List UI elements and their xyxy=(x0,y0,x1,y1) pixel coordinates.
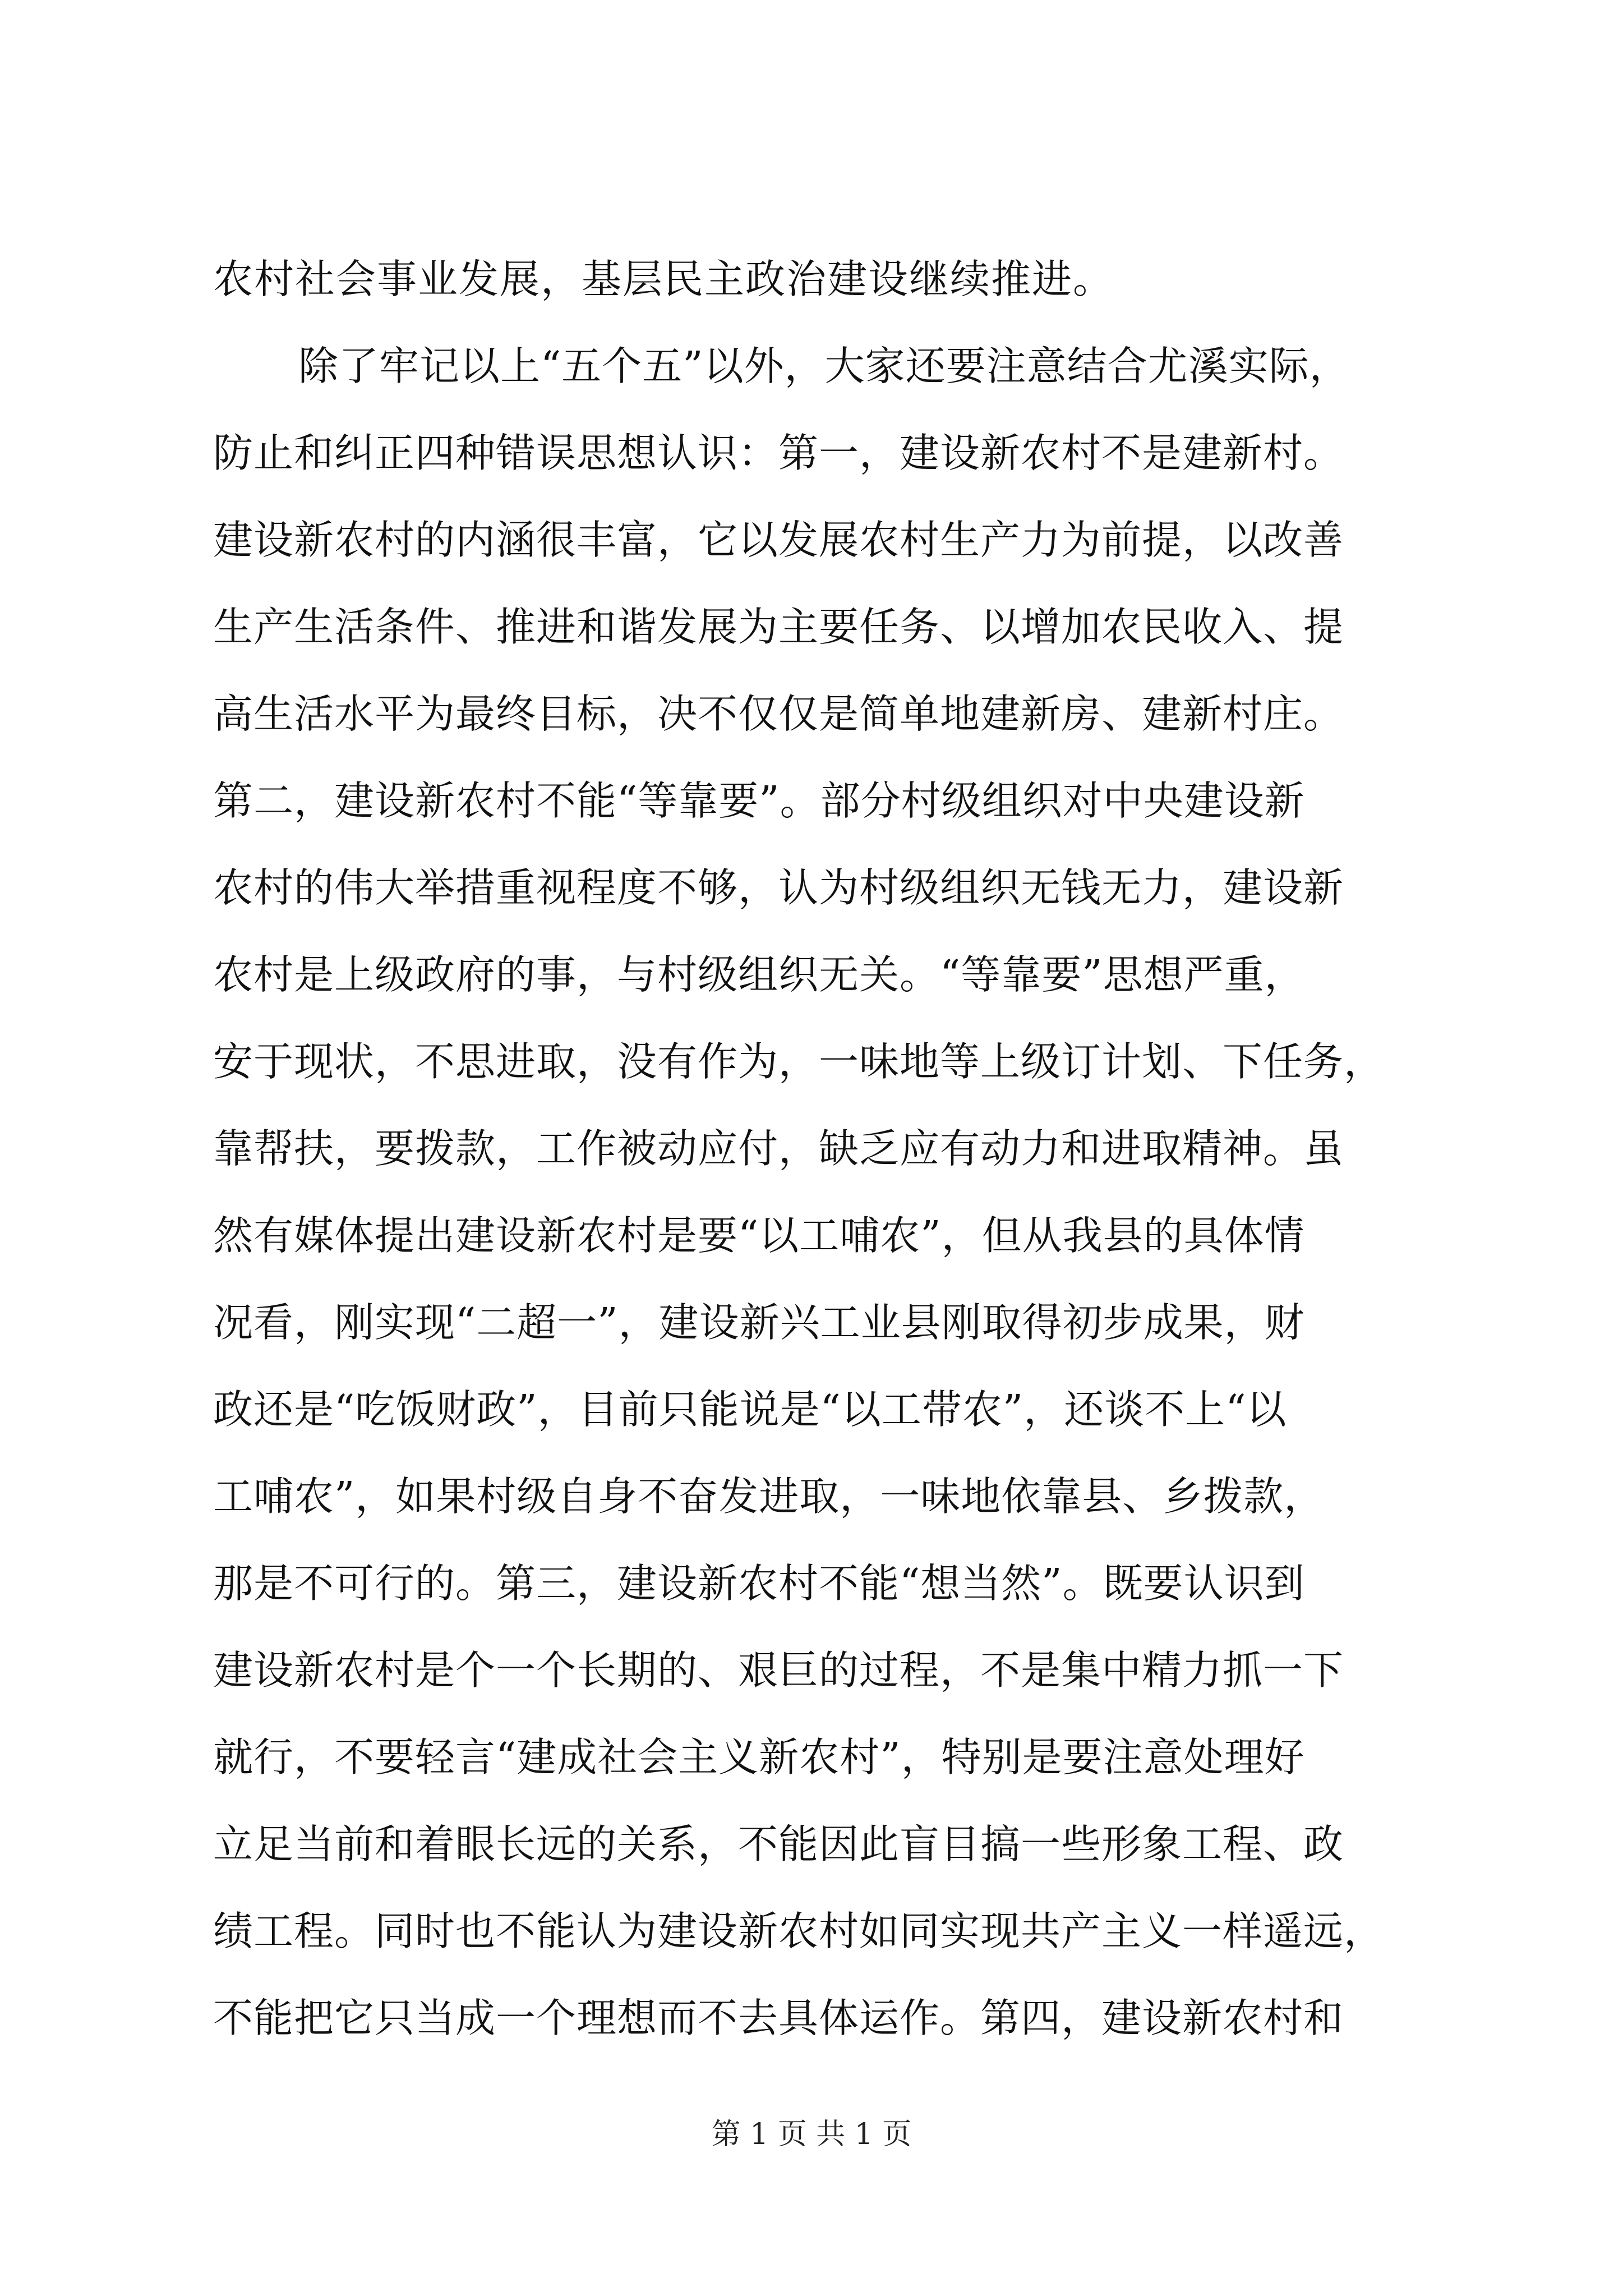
text-line: 安于现状，不思进取，没有作为，一味地等上级订计划、下任务， xyxy=(213,1038,1385,1085)
text-line: 建设新农村是个一个长期的、艰巨的过程，不是集中精力抓一下 xyxy=(213,1647,1344,1694)
text-line: 靠帮扶，要拨款，工作被动应付，缺乏应有动力和进取精神。虽 xyxy=(213,1125,1344,1172)
text-line: 就行，不要轻言“建成社会主义新农村”，特别是要注意处理好 xyxy=(213,1734,1305,1780)
text-line: 生产生活条件、推进和谐发展为主要任务、以增加农民收入、提 xyxy=(213,604,1344,650)
text-line: 工哺农”，如果村级自身不奋发进取，一味地依靠县、乡拨款， xyxy=(213,1473,1325,1520)
text-line: 不能把它只当成一个理想而不去具体运作。第四，建设新农村和 xyxy=(213,1995,1344,2041)
text-line: 农村是上级政府的事，与村级组织无关。“等靠要”思想严重， xyxy=(213,951,1305,998)
page-footer: 第 1 页 共 1 页 xyxy=(711,2118,912,2151)
text-line: 防止和纠正四种错误思想认识：第一，建设新农村不是建新村。 xyxy=(213,430,1344,476)
text-line: 第二，建设新农村不能“等靠要”。部分村级组织对中央建设新 xyxy=(213,777,1305,824)
text-line: 绩工程。同时也不能认为建设新农村如同实现共产主义一样遥远， xyxy=(213,1908,1385,1954)
text-line: 除了牢记以上“五个五”以外，大家还要注意结合尤溪实际， xyxy=(298,343,1350,389)
text-line: 农村的伟大举措重视程度不够，认为村级组织无钱无力，建设新 xyxy=(213,864,1344,911)
text-line: 高生活水平为最终目标，决不仅仅是简单地建新房、建新村庄。 xyxy=(213,691,1344,737)
text-line: 立足当前和着眼长远的关系，不能因此盲目搞一些形象工程、政 xyxy=(213,1821,1344,1867)
document-body xyxy=(213,236,1424,2062)
text-line: 农村社会事业发展，基层民主政治建设继续推进。 xyxy=(213,256,1114,302)
text-line: 然有媒体提出建设新农村是要“以工哺农”，但从我县的具体情 xyxy=(213,1212,1305,1259)
text-line: 政还是“吃饭财政”，目前只能说是“以工带农”，还谈不上“以 xyxy=(213,1386,1287,1433)
text-line: 建设新农村的内涵很丰富，它以发展农村生产力为前提，以改善 xyxy=(213,517,1344,563)
text-line: 那是不可行的。第三，建设新农村不能“想当然”。既要认识到 xyxy=(213,1560,1305,1607)
text-line: 况看，刚实现“二超一”，建设新兴工业县刚取得初步成果，财 xyxy=(213,1299,1305,1346)
